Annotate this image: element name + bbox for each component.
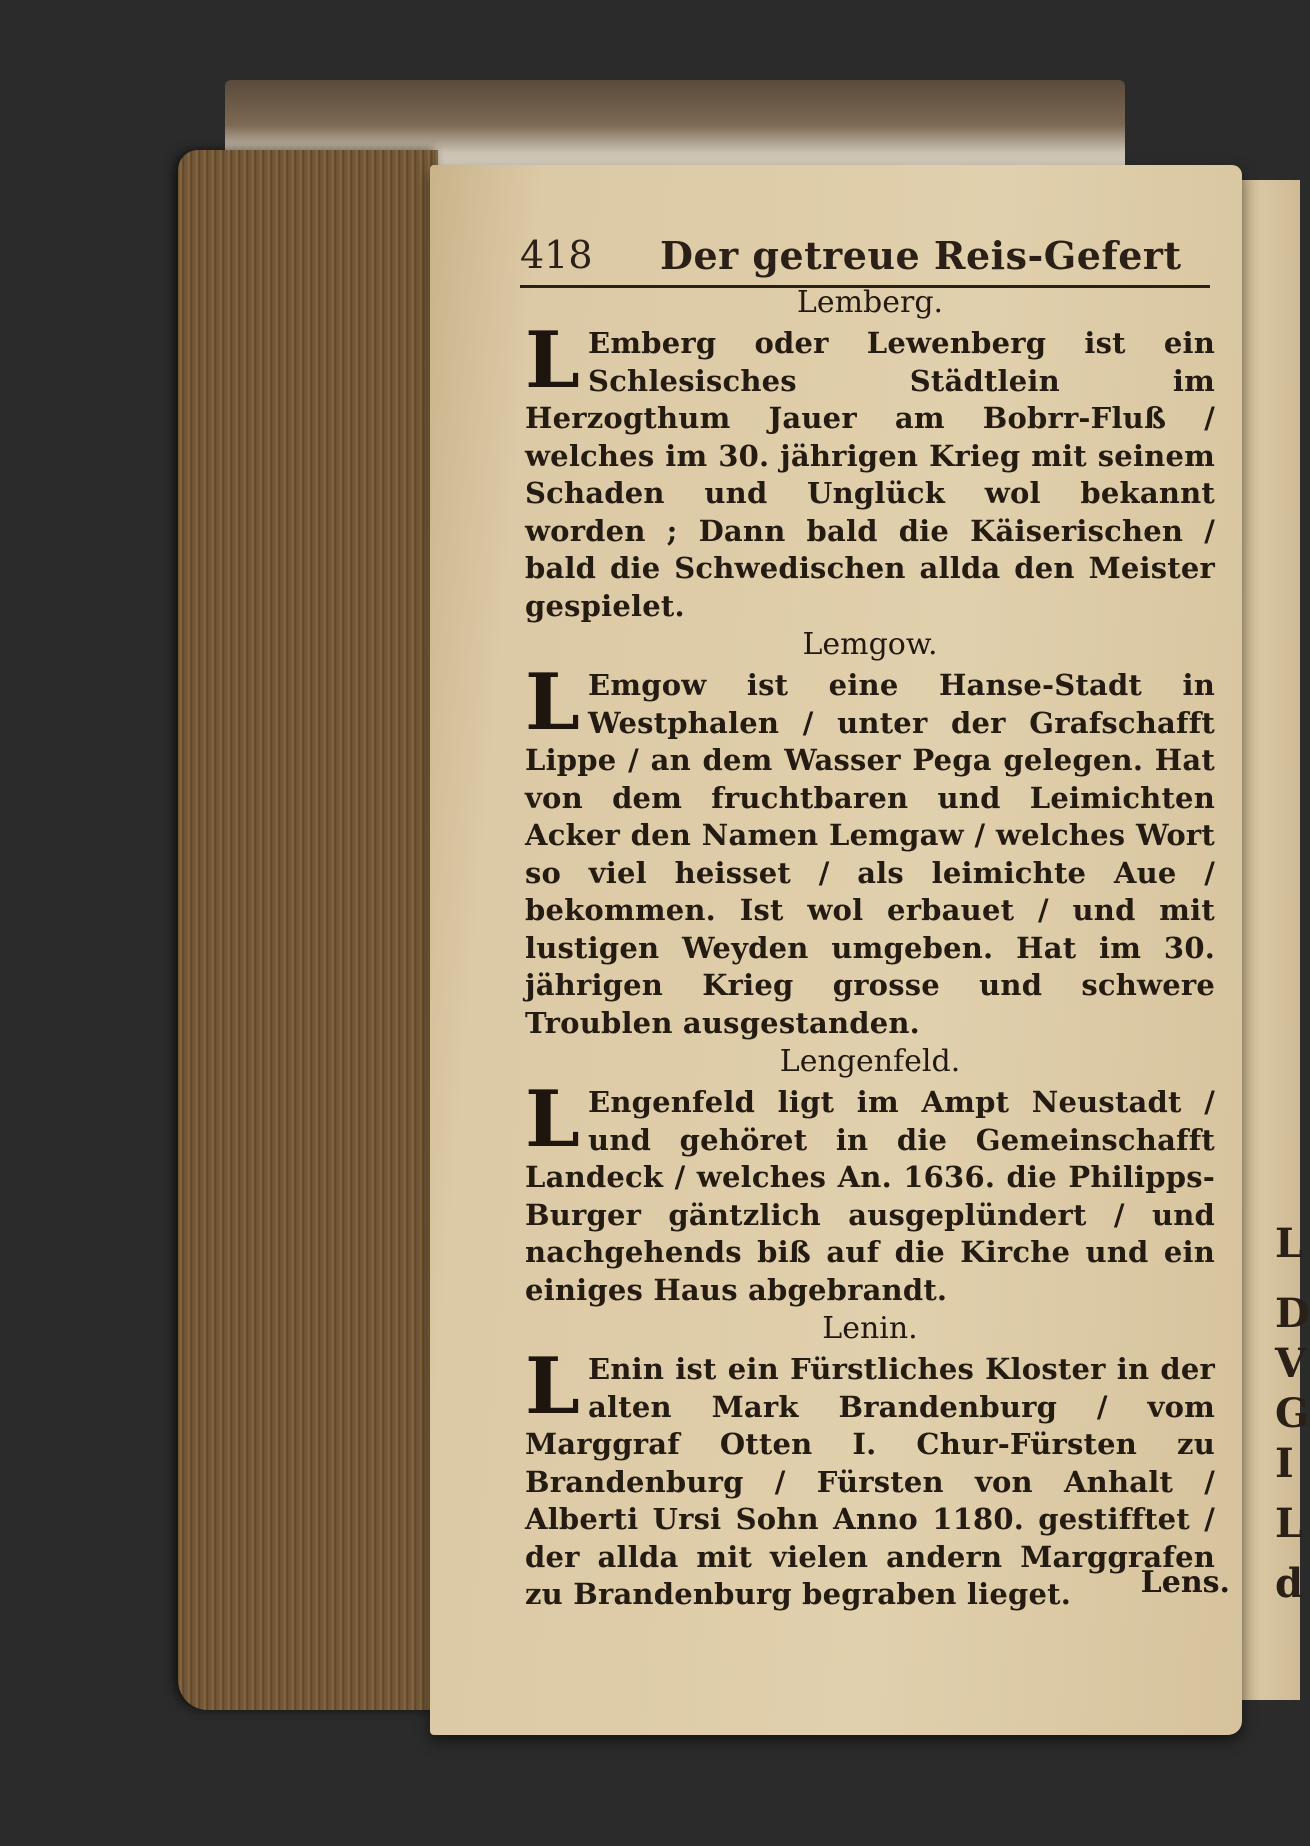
page-content [525,283,1215,1614]
entry-body [525,1074,1215,1309]
book-page-edges [178,150,438,1710]
entry-lenin [525,1311,1215,1614]
facing-fragment: L [1275,1220,1304,1267]
drop-initial: L [525,657,581,748]
entry-text: Emgow ist eine Hanse-Stadt in Westphalen / unter der Grafschafft Lippe / an dem Wasser Pega gelegen. Hat von dem fruchtbaren und Leimichten Acker den Namen Lemgaw / welches Wort so viel heisset / als leimichte Aue / bekommen. Ist wol erbauet / und mit lustigen Weyden umgeben. Hat im 30. jährigen Krieg grosse und schwere Troublen ausgestanden. [525,668,1215,1040]
book-page [430,165,1242,1735]
facing-fragment: V [1275,1340,1307,1387]
entry-body [525,315,1215,625]
facing-fragment: d [1275,1560,1303,1607]
drop-initial: L [525,315,581,406]
entry-title: Lemgow. [802,627,938,662]
catchword: Lens. [1140,1565,1230,1600]
entry-text: Enin ist ein Fürstliches Kloster in der alten Mark Brandenburg / vom Marggraf Otten I. Chur-Fürsten zu Brandenburg / Fürsten von Anhalt / Alberti Ursi Sohn Anno 1180. gestifftet / der allda mit vielen andern Marggrafen zu Brandenburg begraben lieget. [525,1352,1215,1611]
entry-body [525,1341,1215,1614]
page-header [520,225,1210,288]
entry-title: Lengenfeld. [779,1044,961,1079]
drop-initial: L [525,1074,581,1165]
facing-fragment: I [1275,1440,1294,1487]
facing-page-fragment [1235,180,1310,1700]
entry-lemberg [525,285,1215,625]
drop-initial: L [525,1341,581,1432]
page-number: 418 [520,233,593,277]
facing-fragment: L [1275,1500,1304,1547]
entry-lemgow [525,627,1215,1042]
facing-fragment: D [1275,1290,1310,1337]
entry-title: Lemberg. [796,285,944,320]
running-title: Der getreue Reis-Gefert [660,233,1182,278]
entry-text: Emberg oder Lewenberg ist ein Schlesisches Städtlein im Herzogthum Jauer am Bobrr-Fluß / welches im 30. jährigen Krieg mit seinem Schaden und Unglück wol bekannt worden ; Dann bald die Käiserischen / bald die Schwedischen allda den Meister gespielet. [525,326,1215,623]
entry-title: Lenin. [822,1311,918,1346]
facing-fragment: G [1275,1390,1310,1437]
entry-text: Engenfeld ligt im Ampt Neustadt / und gehöret in die Gemeinschafft Landeck / welches An. 1636. die Philipps-Burger gäntzlich ausgeplündert / und nachgehends biß auf die Kirche und ein einiges Haus abgebrandt. [525,1085,1215,1307]
entry-lengenfeld [525,1044,1215,1309]
entry-body [525,657,1215,1042]
